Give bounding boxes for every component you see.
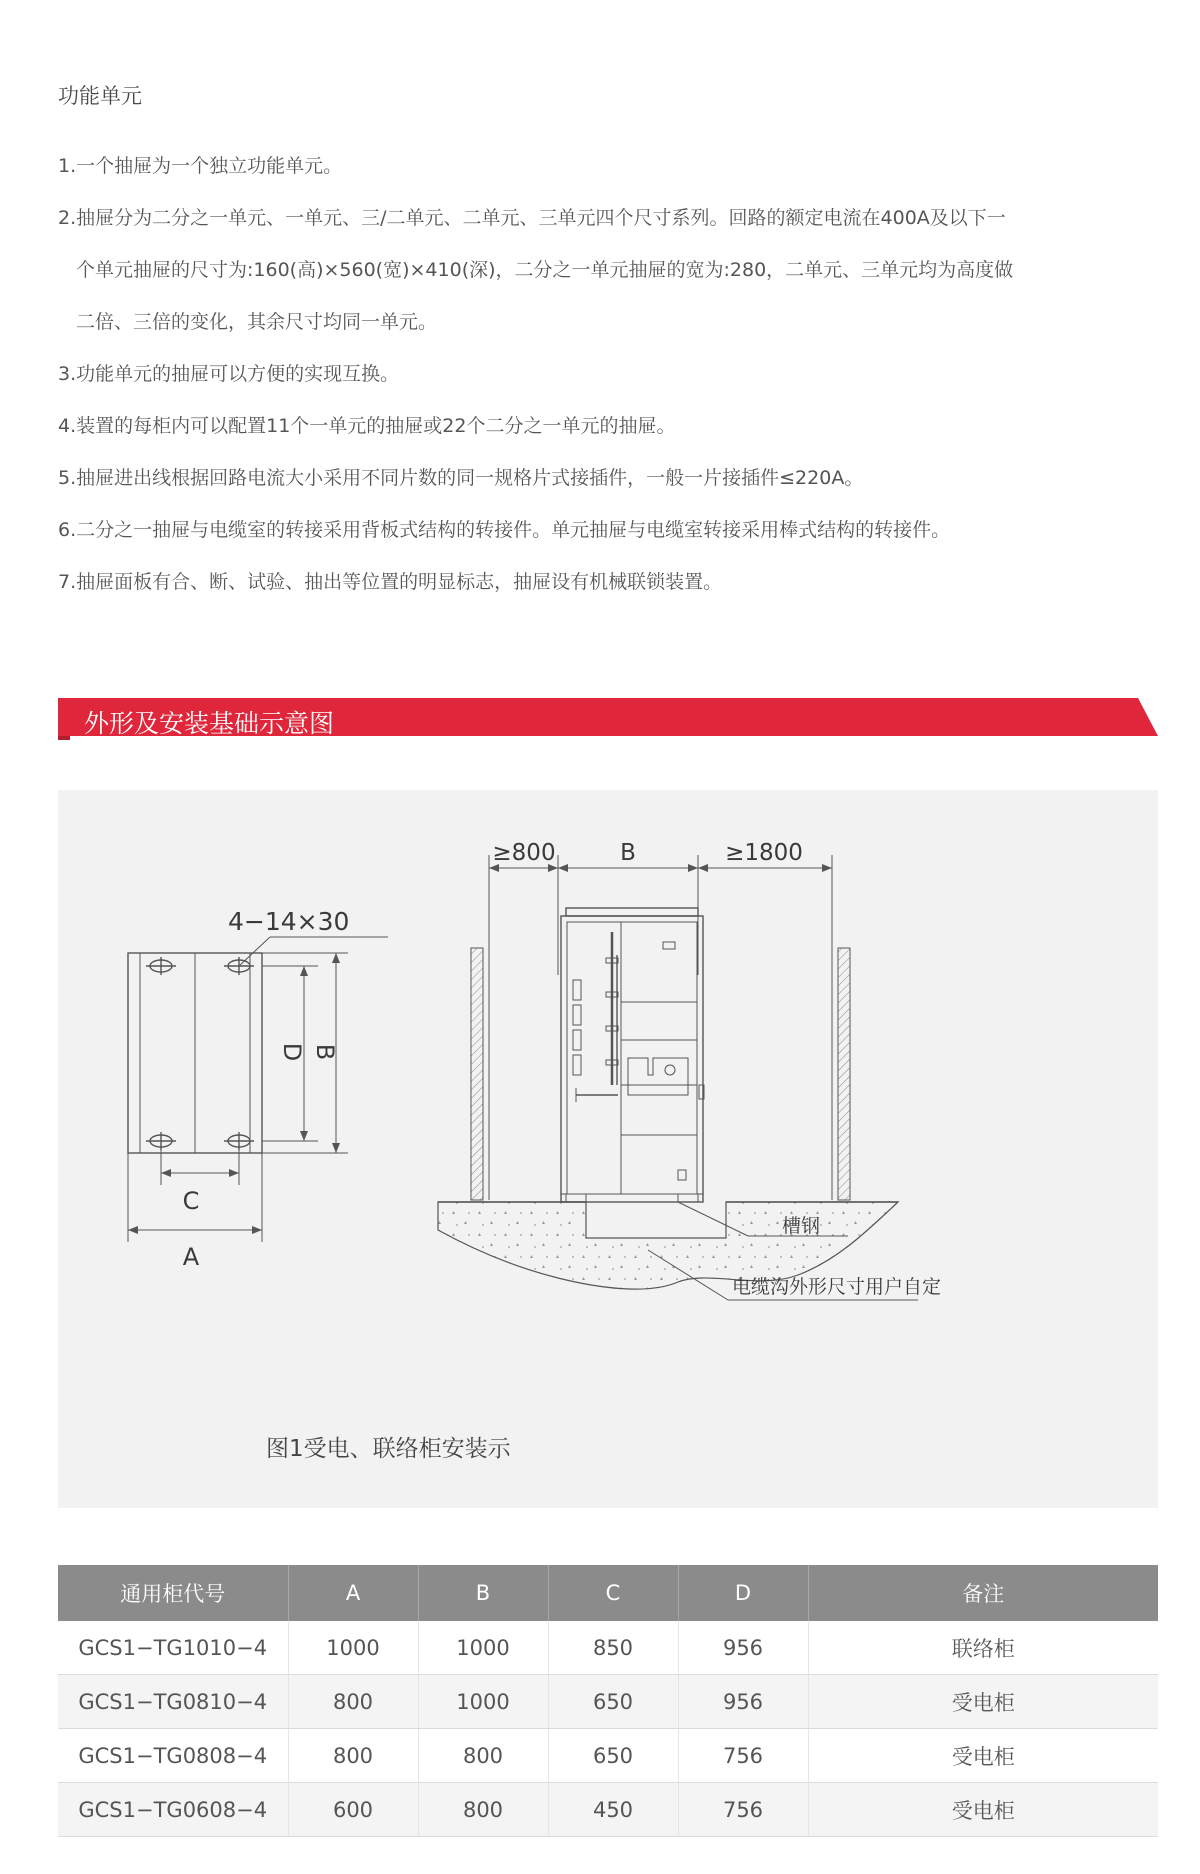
list-item-text: 6.二分之一抽屉与电缆室的转接采用背板式结构的转接件。单元抽屉与电缆室转接采用棒式结构的转接件。 — [58, 519, 951, 541]
table-header-cell: 备注 — [808, 1565, 1158, 1621]
table-cell: 850 — [548, 1621, 678, 1675]
list-item — [58, 348, 1168, 400]
cabinet-elevation — [438, 855, 918, 1300]
table-cell: 受电柜 — [808, 1729, 1158, 1783]
list-item-text: 7.抽屉面板有合、断、试验、抽出等位置的明显标志，抽屉设有机械联锁装置。 — [58, 571, 723, 593]
diagram-drawing — [58, 790, 1158, 1508]
table-cell: 受电柜 — [808, 1675, 1158, 1729]
list-item — [58, 400, 1168, 452]
table-cell: 800 — [288, 1729, 418, 1783]
table-cell: 受电柜 — [808, 1783, 1158, 1837]
list-item — [58, 140, 1168, 192]
list-item — [58, 192, 1168, 348]
table-cell: 800 — [418, 1729, 548, 1783]
section-banner — [58, 698, 1158, 740]
list-item — [58, 556, 1168, 608]
table-cell: 756 — [678, 1783, 808, 1837]
table-header-cell: 通用柜代号 — [58, 1565, 288, 1621]
table-header-cell: C — [548, 1565, 678, 1621]
dim-label-b: B — [311, 1043, 339, 1061]
table-cell: 1000 — [418, 1675, 548, 1729]
list-item-text: 3.功能单元的抽屉可以方便的实现互换。 — [58, 363, 400, 385]
list-item-text: 2.抽屉分为二分之一单元、一单元、三/二单元、二单元、三单元四个尺寸系列。回路的额定电流在400A及以下一 — [58, 207, 1006, 229]
table-row — [58, 1783, 1158, 1837]
list-item-text: 个单元抽屉的尺寸为:160(高)×560(宽)×410(深)，二分之一单元抽屉的宽为:280，二单元、三单元均为高度做 — [76, 259, 1014, 281]
table-cell: GCS1−TG1010−4 — [58, 1621, 288, 1675]
dim-label-a: A — [182, 1243, 200, 1271]
table-header-row — [58, 1565, 1158, 1621]
table-cell: 956 — [678, 1621, 808, 1675]
table-cell: 1000 — [288, 1621, 418, 1675]
base-plan — [128, 937, 388, 1242]
table-cell: GCS1−TG0810−4 — [58, 1675, 288, 1729]
banner-title: 外形及安装基础示意图 — [84, 709, 335, 738]
dim-label-c: C — [182, 1187, 200, 1215]
table-cell: GCS1−TG0608−4 — [58, 1783, 288, 1837]
list-item — [58, 452, 1168, 504]
table-cell: 800 — [418, 1783, 548, 1837]
table-cell: 联络柜 — [808, 1621, 1158, 1675]
list-item-text: 1.一个抽屉为一个独立功能单元。 — [58, 155, 343, 177]
list-item-text: 5.抽屉进出线根据回路电流大小采用不同片数的同一规格片式接插件，一般一片接插件≤220A。 — [58, 467, 864, 489]
spec-table — [58, 1565, 1158, 1837]
feature-list — [58, 140, 1168, 608]
mounting-hole — [146, 957, 176, 975]
table-header-cell: A — [288, 1565, 418, 1621]
list-item-text: 二倍、三倍的变化，其余尺寸均同一单元。 — [76, 311, 438, 333]
table-cell: 450 — [548, 1783, 678, 1837]
channel-steel-label: 槽钢 — [782, 1215, 821, 1237]
table-cell: 756 — [678, 1729, 808, 1783]
table-cell: 650 — [548, 1729, 678, 1783]
table-row — [58, 1675, 1158, 1729]
table-cell: 600 — [288, 1783, 418, 1837]
installation-diagram — [58, 790, 1158, 1508]
table-header-cell: D — [678, 1565, 808, 1621]
table-header-cell: B — [418, 1565, 548, 1621]
list-item-text: 4.装置的每柜内可以配置11个一单元的抽屉或22个二分之一单元的抽屉。 — [58, 415, 676, 437]
table-cell: 800 — [288, 1675, 418, 1729]
table-cell: 1000 — [418, 1621, 548, 1675]
section-title: 功能单元 — [58, 84, 142, 108]
dim-label-d: D — [278, 1042, 306, 1062]
table-cell: 956 — [678, 1675, 808, 1729]
list-item — [58, 504, 1168, 556]
diagram-caption: 图1受电、联络柜安装示 — [266, 1436, 511, 1462]
table-row — [58, 1729, 1158, 1783]
table-row — [58, 1621, 1158, 1675]
left-clearance-label: ≥800 — [492, 840, 556, 866]
cable-trench-label: 电缆沟外形尺寸用户自定 — [732, 1276, 942, 1298]
cabinet-width-label: B — [620, 840, 636, 866]
table-cell: 650 — [548, 1675, 678, 1729]
table-cell: GCS1−TG0808−4 — [58, 1729, 288, 1783]
hole-label: 4−14×30 — [228, 907, 350, 936]
right-clearance-label: ≥1800 — [725, 840, 803, 866]
